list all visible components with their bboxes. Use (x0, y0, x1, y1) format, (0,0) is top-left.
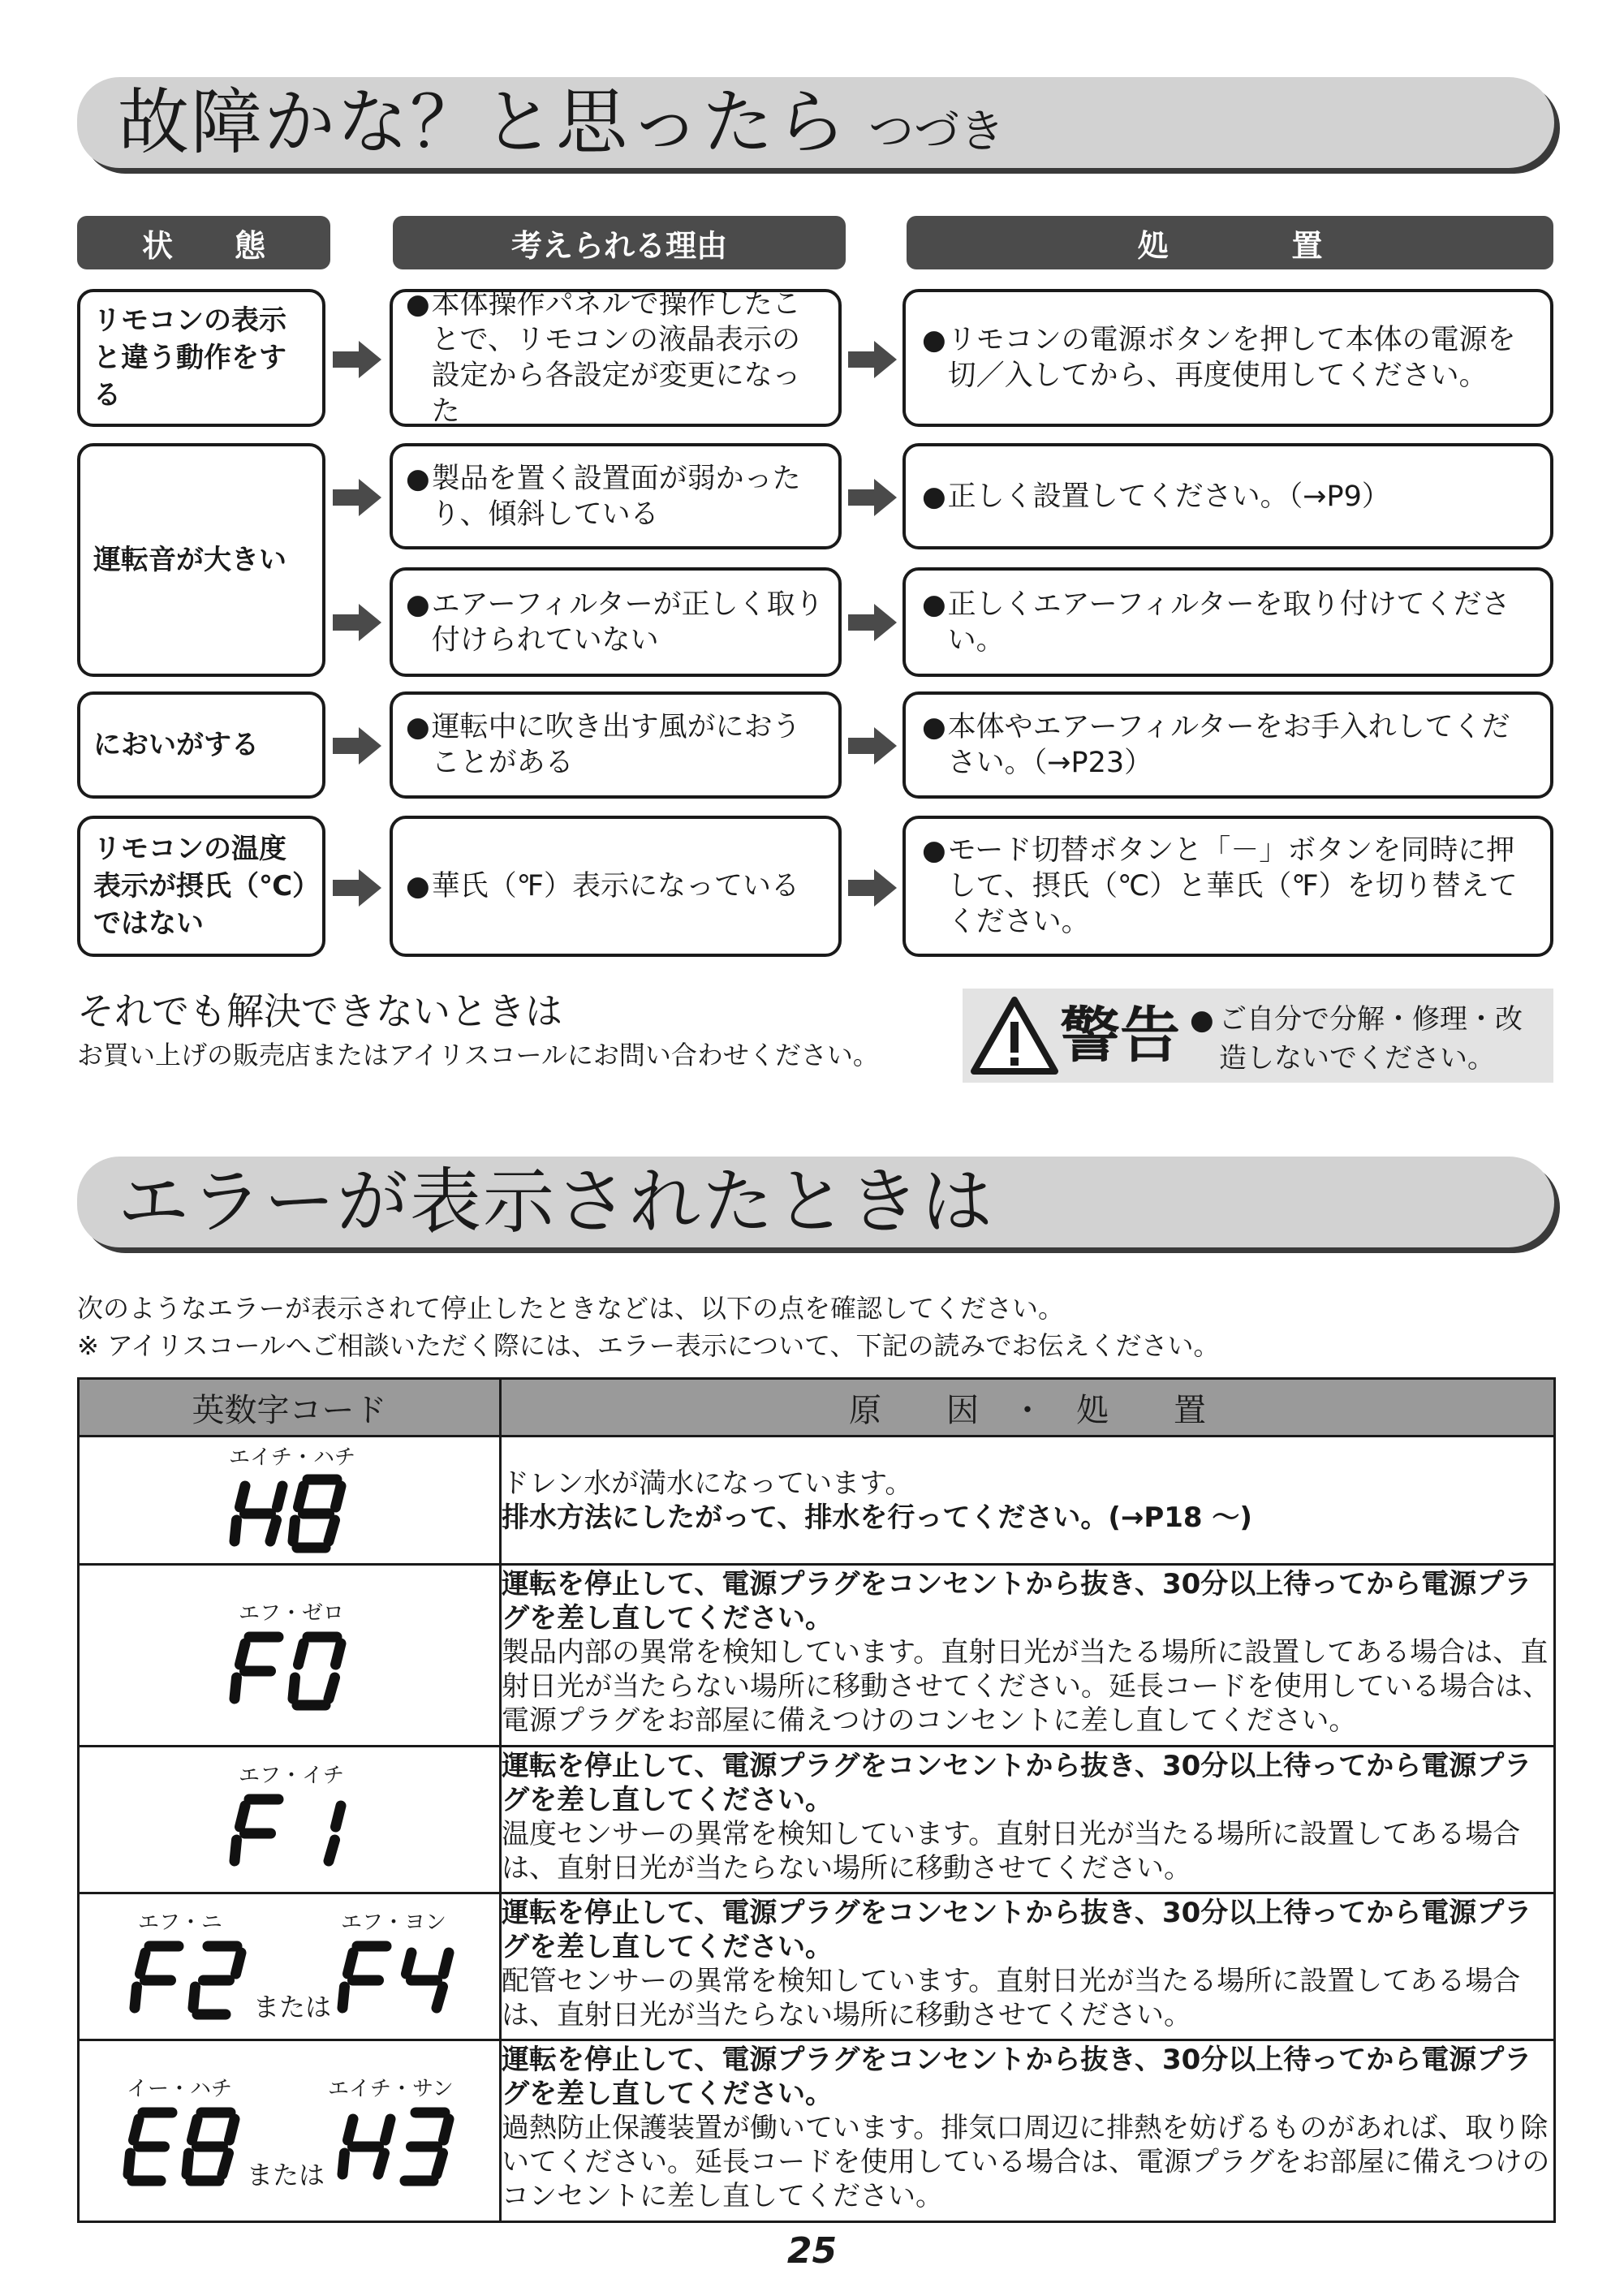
segment-e (187, 2153, 189, 2174)
segment-b (336, 1486, 342, 1507)
cause-text: 配管センサーの異常を検知しています。直射日光が当たる場所に設置してある場合は、直射日光が当たらない場所に移動させてください。 (502, 1965, 1521, 2031)
action-text: 運転を停止して、電源プラグをコンセントから抜き、30分以上待ってから電源プラグを差し直してください。 (502, 1568, 1532, 1635)
segment-e (235, 1840, 237, 1861)
fix-text: 正しく設置してください。（→P9） (947, 480, 1390, 513)
segment-c (437, 1987, 443, 2008)
segment-c (329, 1678, 335, 1699)
reason-box (390, 289, 842, 427)
fix-text: 本体やエアーフィルターをお手入れしてください。（→P23） (947, 711, 1510, 779)
arrow-right-icon (333, 479, 381, 516)
segment-e (135, 1987, 137, 2008)
code-reading: エイチ・ハチ (229, 1445, 356, 1470)
state-text: においがする (93, 729, 259, 761)
state-box-mismatch (77, 289, 325, 427)
segment-b (236, 1953, 242, 1974)
cause-text: 製品内部の異常を検知しています。直射日光が当たる場所に設置してある場合は、直射日光が当たらない場所に移動させてください。延長コードを使用している場合は、電源プラグをお部屋に備えつけのコンセントに差し直してください。 (502, 1636, 1550, 1737)
error-code-display (228, 1793, 350, 1874)
reason-box (390, 691, 842, 799)
code-reading: エイチ・サン (328, 2077, 454, 2101)
arrow-right-icon (333, 604, 381, 641)
state-text: 運転音が大きい (93, 544, 286, 576)
warning-label: 警告 (1060, 1001, 1180, 1070)
section-title: 故障かな？と思ったら (118, 80, 849, 164)
error-cause-cell (501, 1437, 1555, 1565)
fix-text: 正しくエアーフィルターを取り付けてください。 (947, 588, 1510, 657)
state-text: リモコンの表示と違う動作をする (93, 304, 286, 411)
table-row (79, 1747, 1555, 1893)
error-code-cell (79, 1893, 501, 2040)
reason-box (390, 567, 842, 677)
error-code-cell (79, 1565, 501, 1747)
code-reading: エフ・ヨン (341, 1910, 447, 1935)
error-cause-cell (501, 1747, 1555, 1893)
bullet-icon: ● (1190, 1004, 1214, 1036)
segment-f (348, 2119, 354, 2140)
arrow-right-icon (848, 869, 897, 907)
segment-b (386, 2119, 391, 2140)
error-code-display (228, 1630, 350, 1712)
table-row (79, 2040, 1555, 2222)
arrow-right-icon (848, 479, 897, 516)
page-number: 25 (786, 2230, 838, 2272)
segment-c (378, 2153, 385, 2174)
reason-text: 製品を置く設置面が弱かったり、傾斜している (431, 462, 801, 531)
warning-text: ご自分で分解・修理・改造しないでください。 (1219, 1003, 1523, 1075)
table-header-row (79, 1379, 1555, 1437)
section-title: エラーが表示されたときは (118, 1160, 995, 1243)
segment-e (342, 2153, 345, 2174)
segment-f (240, 1643, 246, 1665)
segment-e (293, 1520, 295, 1541)
segment-c (437, 2153, 443, 2174)
fix-text: リモコンの電源ボタンを押して本体の電源を切／入してから、再度使用してください。 (947, 324, 1516, 392)
segment-f (348, 1953, 354, 1974)
segment-c (270, 1520, 277, 1541)
segment-b (444, 1953, 450, 1974)
bullet-icon: ● (406, 588, 430, 621)
state-box-temperature-unit (77, 816, 325, 957)
warning-triangle-icon (971, 996, 1058, 1075)
column-header-reason: 考えられる理由 (393, 216, 846, 269)
cause-text: 温度センサーの異常を検知しています。直射日光が当たる場所に設置してある場合は、直射日光が当たらない場所に移動させてください。 (502, 1818, 1521, 1885)
segment-b (336, 1643, 342, 1665)
error-code-display (336, 1940, 458, 2021)
fix-box (902, 816, 1553, 957)
error-code-display (122, 2106, 243, 2187)
bullet-icon: ● (406, 870, 430, 902)
code-reading: イー・ハチ (127, 2077, 233, 2101)
segment-f (240, 1486, 246, 1507)
fix-text: モード切替ボタンと「－」ボタンを同時に押して、摂氏（℃）と華氏（℉）を切り替えてください。 (947, 834, 1518, 938)
unresolved-text: お買い上げの販売店またはアイリスコールにお問い合わせください。 (77, 1040, 879, 1070)
error-code-cell (79, 1747, 501, 1893)
unresolved-title: それでも解決できないときは (77, 989, 562, 1033)
reason-text: 華氏（℉）表示になっている (431, 870, 799, 902)
bullet-icon: ● (922, 711, 946, 743)
arrow-right-icon (848, 604, 897, 641)
error-code-table (77, 1377, 1556, 2223)
bullet-icon: ● (406, 462, 430, 495)
segment-e (193, 1987, 196, 2008)
fix-box (902, 443, 1553, 549)
segment-b (278, 1486, 283, 1507)
error-cause-cell (501, 2040, 1555, 2222)
error-cause-cell (501, 1565, 1555, 1747)
bullet-icon: ● (922, 834, 946, 867)
segment-e (293, 1678, 295, 1699)
table-header-cause: 原 因 ・ 処 置 (501, 1379, 1555, 1437)
arrow-right-icon (333, 869, 381, 907)
reason-text: 運転中に吹き出す風がにおうことがある (431, 711, 801, 779)
state-box-noise (77, 443, 325, 677)
code-reading: エフ・ゼロ (239, 1601, 345, 1626)
fix-box (902, 691, 1553, 799)
error-code-display (228, 1473, 350, 1554)
cause-text: 過熱防止保護装置が働いています。排気口周辺に排熱を妨げるものがあれば、取り除いてください。延長コードを使用している場合は、電源プラグをお部屋に備えつけのコンセントに差し直してください。 (502, 2112, 1550, 2212)
segment-c (329, 1840, 335, 1861)
error-code-display (336, 2106, 458, 2187)
action-text: 排水方法にしたがって、排水を行ってください。(→P18 ～) (502, 1501, 1252, 1534)
segment-e (342, 1987, 345, 2008)
bullet-icon: ● (406, 711, 430, 743)
error-code-cell (79, 2040, 501, 2222)
or-label: または (247, 2160, 325, 2190)
table-row (79, 1437, 1555, 1565)
reason-box (390, 443, 842, 549)
error-intro-note: ※ アイリスコールへご相談いただく際には、エラー表示について、下記の読みでお伝えください。 (77, 1330, 1220, 1361)
or-label: または (253, 1992, 332, 2022)
reason-box (390, 816, 842, 957)
bullet-icon: ● (922, 324, 946, 356)
segment-e (128, 2153, 131, 2174)
segment-b (444, 2119, 450, 2140)
segment-c (222, 2153, 229, 2174)
segment-c (329, 1520, 335, 1541)
error-intro-text: 次のようなエラーが表示されて停止したときなどは、以下の点を確認してください。 (77, 1293, 1065, 1324)
segment-e (235, 1678, 237, 1699)
action-text: 運転を停止して、電源プラグをコンセントから抜き、30分以上待ってから電源プラグを差し直してください。 (502, 1750, 1532, 1816)
segment-f (134, 2119, 140, 2140)
cause-text: ドレン水が満水になっています。 (502, 1467, 913, 1500)
column-header-state: 状 態 (77, 216, 330, 269)
fix-box (902, 289, 1553, 427)
segment-f (299, 1643, 304, 1665)
arrow-right-icon (333, 727, 381, 765)
table-row (79, 1893, 1555, 2040)
code-reading: エフ・イチ (239, 1764, 345, 1788)
reason-text: エアーフィルターが正しく取り付けられていない (431, 588, 824, 657)
reason-text: 本体操作パネルで操作したことで、リモコンの液晶表示の設定から各設定が変更になった (431, 288, 801, 428)
error-cause-cell (501, 1893, 1555, 2040)
code-reading: エフ・ニ (138, 1910, 223, 1935)
state-box-odor (77, 691, 325, 799)
segment-f (299, 1486, 304, 1507)
bullet-icon: ● (922, 480, 946, 513)
error-code-cell (79, 1437, 501, 1565)
action-text: 運転を停止して、電源プラグをコンセントから抜き、30分以上待ってから電源プラグを差し直してください。 (502, 1897, 1532, 1963)
fix-box (902, 567, 1553, 677)
section-subtitle: つづき (868, 106, 1005, 158)
arrow-right-icon (848, 341, 897, 378)
segment-e (235, 1520, 237, 1541)
column-header-fix: 処 置 (907, 216, 1553, 269)
error-code-display (128, 1940, 250, 2021)
arrow-right-icon (848, 727, 897, 765)
segment-f (192, 2119, 198, 2140)
state-text: リモコンの温度表示が摂氏（℃）ではない (93, 833, 307, 940)
table-header-code: 英数字コード (79, 1379, 501, 1437)
segment-f (140, 1953, 146, 1974)
action-text: 運転を停止して、電源プラグをコンセントから抜き、30分以上待ってから電源プラグを差し直してください。 (502, 2044, 1532, 2110)
segment-f (407, 1953, 412, 1974)
table-row (79, 1565, 1555, 1747)
segment-b (336, 1806, 342, 1827)
bullet-icon: ● (922, 588, 946, 621)
bullet-icon: ● (406, 288, 430, 321)
arrow-right-icon (333, 341, 381, 378)
segment-b (230, 2119, 235, 2140)
segment-f (240, 1806, 246, 1827)
